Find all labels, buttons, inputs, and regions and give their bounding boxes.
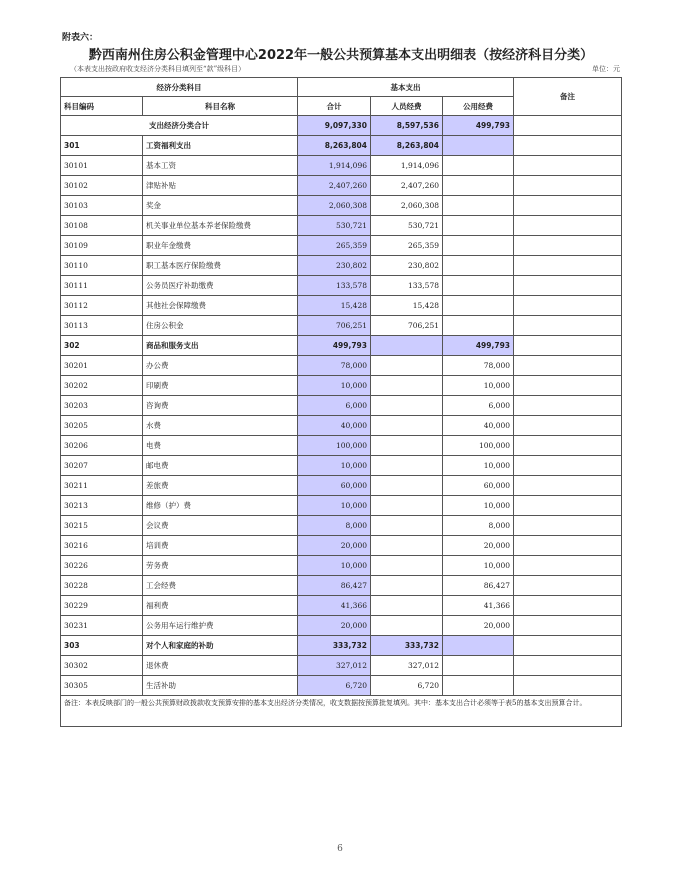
row-name: 办公费: [143, 356, 298, 376]
row-total: 2,060,308: [298, 196, 371, 216]
row-name: 差旅费: [143, 476, 298, 496]
row-code: 30226: [61, 556, 143, 576]
row-total: 133,578: [298, 276, 371, 296]
row-public: [443, 316, 514, 336]
row-personnel: [371, 516, 443, 536]
row-name: 咨询费: [143, 396, 298, 416]
row-remark: [514, 556, 622, 576]
header-remark: 备注: [514, 78, 622, 116]
row-name: 电费: [143, 436, 298, 456]
row-total: 41,366: [298, 596, 371, 616]
row-total: 86,427: [298, 576, 371, 596]
row-personnel: [371, 416, 443, 436]
row-remark: [514, 576, 622, 596]
row-remark: [514, 516, 622, 536]
header-basic-exp: 基本支出: [298, 78, 514, 97]
row-personnel: [371, 496, 443, 516]
row-personnel: 706,251: [371, 316, 443, 336]
row-code: 30305: [61, 676, 143, 696]
row-total: 100,000: [298, 436, 371, 456]
row-public: 8,000: [443, 516, 514, 536]
row-total: 1,914,096: [298, 156, 371, 176]
row-code: 30109: [61, 236, 143, 256]
page-number: 6: [337, 844, 343, 854]
table-row: [61, 236, 622, 256]
row-total: 10,000: [298, 376, 371, 396]
row-personnel: 230,802: [371, 256, 443, 276]
row-public: [443, 136, 514, 156]
row-name: 退休费: [143, 656, 298, 676]
table-row: [61, 276, 622, 296]
row-code: 30228: [61, 576, 143, 596]
row-public: 10,000: [443, 376, 514, 396]
table-subnote: （本表支出按政府收支经济分类科目填列至“款”级科目）: [70, 65, 246, 73]
header-public: 公用经费: [443, 97, 514, 116]
row-name: 生活补助: [143, 676, 298, 696]
table-row: [61, 656, 622, 676]
total-label: 支出经济分类合计: [61, 116, 298, 136]
row-total: 10,000: [298, 456, 371, 476]
row-code: 30101: [61, 156, 143, 176]
table-row: [61, 616, 622, 636]
table-row: [61, 476, 622, 496]
row-personnel: 2,060,308: [371, 196, 443, 216]
row-name: 工会经费: [143, 576, 298, 596]
row-remark: [514, 316, 622, 336]
row-public: [443, 196, 514, 216]
row-personnel: [371, 536, 443, 556]
table-row: [61, 216, 622, 236]
row-remark: [514, 176, 622, 196]
row-remark: [514, 236, 622, 256]
unit-label: 单位：元: [592, 65, 620, 73]
row-public: 499,793: [443, 336, 514, 356]
table-row: [61, 596, 622, 616]
header-name: 科目名称: [143, 97, 298, 116]
row-remark: [514, 636, 622, 656]
row-name: 其他社会保障缴费: [143, 296, 298, 316]
row-code: 302: [61, 336, 143, 356]
row-remark: [514, 416, 622, 436]
footnote: 备注：本表反映部门的一般公共预算财政拨款收支预算安排的基本支出经济分类情况，收支数据按预算批复填列。其中：基本支出合计必须等于表5的基本支出预算合计。: [61, 696, 622, 727]
row-name: 印刷费: [143, 376, 298, 396]
table-row: [61, 316, 622, 336]
row-name: 福利费: [143, 596, 298, 616]
row-name: 对个人和家庭的补助: [143, 636, 298, 656]
row-public: 10,000: [443, 496, 514, 516]
row-remark: [514, 616, 622, 636]
table-row: [61, 436, 622, 456]
row-name: 工资福利支出: [143, 136, 298, 156]
row-name: 公务用车运行维护费: [143, 616, 298, 636]
row-personnel: 265,359: [371, 236, 443, 256]
row-remark: [514, 456, 622, 476]
row-remark: [514, 336, 622, 356]
row-code: 30213: [61, 496, 143, 516]
row-name: 维修（护）费: [143, 496, 298, 516]
row-code: 30110: [61, 256, 143, 276]
row-personnel: 1,914,096: [371, 156, 443, 176]
row-total: 333,732: [298, 636, 371, 656]
row-total: 706,251: [298, 316, 371, 336]
table-row: [61, 416, 622, 436]
row-personnel: [371, 336, 443, 356]
row-total: 10,000: [298, 496, 371, 516]
row-remark: [514, 396, 622, 416]
row-remark: [514, 136, 622, 156]
row-remark: [514, 356, 622, 376]
total-amount: 9,097,330: [298, 116, 371, 136]
row-name: 职业年金缴费: [143, 236, 298, 256]
row-code: 30103: [61, 196, 143, 216]
row-remark: [514, 156, 622, 176]
table-row: [61, 536, 622, 556]
table-row: [61, 496, 622, 516]
row-name: 机关事业单位基本养老保险缴费: [143, 216, 298, 236]
row-public: 6,000: [443, 396, 514, 416]
row-code: 30202: [61, 376, 143, 396]
row-public: 40,000: [443, 416, 514, 436]
row-public: [443, 216, 514, 236]
row-total: 2,407,260: [298, 176, 371, 196]
row-personnel: [371, 476, 443, 496]
row-public: 78,000: [443, 356, 514, 376]
row-public: [443, 236, 514, 256]
table-row: [61, 256, 622, 276]
row-remark: [514, 216, 622, 236]
row-remark: [514, 196, 622, 216]
row-total: 78,000: [298, 356, 371, 376]
row-personnel: [371, 556, 443, 576]
table-row: [61, 676, 622, 696]
row-remark: [514, 596, 622, 616]
row-public: [443, 296, 514, 316]
header-code: 科目编码: [61, 97, 143, 116]
row-personnel: [371, 456, 443, 476]
category-row: [61, 336, 622, 356]
row-personnel: [371, 576, 443, 596]
row-public: 41,366: [443, 596, 514, 616]
row-code: 30205: [61, 416, 143, 436]
row-name: 会议费: [143, 516, 298, 536]
row-personnel: 6,720: [371, 676, 443, 696]
row-public: [443, 636, 514, 656]
row-remark: [514, 476, 622, 496]
row-total: 6,720: [298, 676, 371, 696]
page-title: 黔西南州住房公积金管理中心2022年一般公共预算基本支出明细表（按经济科目分类）: [88, 48, 594, 63]
row-code: 30215: [61, 516, 143, 536]
table-row: [61, 576, 622, 596]
row-code: 30207: [61, 456, 143, 476]
row-code: 30102: [61, 176, 143, 196]
row-personnel: [371, 396, 443, 416]
row-total: 8,263,804: [298, 136, 371, 156]
row-remark: [514, 496, 622, 516]
row-public: 60,000: [443, 476, 514, 496]
row-personnel: 530,721: [371, 216, 443, 236]
row-name: 基本工资: [143, 156, 298, 176]
row-code: 30216: [61, 536, 143, 556]
row-personnel: 8,263,804: [371, 136, 443, 156]
row-code: 301: [61, 136, 143, 156]
row-code: 30302: [61, 656, 143, 676]
row-name: 职工基本医疗保险缴费: [143, 256, 298, 276]
header-total: 合计: [298, 97, 371, 116]
total-row: [61, 116, 622, 136]
row-remark: [514, 376, 622, 396]
row-total: 499,793: [298, 336, 371, 356]
row-remark: [514, 276, 622, 296]
annex-label: 附表六：: [62, 33, 99, 43]
row-public: [443, 276, 514, 296]
table-row: [61, 516, 622, 536]
row-remark: [514, 656, 622, 676]
row-total: 20,000: [298, 616, 371, 636]
row-public: [443, 156, 514, 176]
table-row: [61, 156, 622, 176]
row-public: [443, 256, 514, 276]
row-name: 劳务费: [143, 556, 298, 576]
table-row: [61, 176, 622, 196]
table-row: [61, 456, 622, 476]
row-code: 30113: [61, 316, 143, 336]
table-row: [61, 356, 622, 376]
row-public: 10,000: [443, 556, 514, 576]
row-total: 530,721: [298, 216, 371, 236]
row-public: [443, 176, 514, 196]
row-code: 30111: [61, 276, 143, 296]
header-econ-class: 经济分类科目: [61, 78, 298, 97]
row-name: 邮电费: [143, 456, 298, 476]
row-personnel: 327,012: [371, 656, 443, 676]
row-remark: [514, 436, 622, 456]
row-code: 30203: [61, 396, 143, 416]
row-public: 20,000: [443, 536, 514, 556]
row-name: 水费: [143, 416, 298, 436]
row-personnel: 333,732: [371, 636, 443, 656]
row-personnel: [371, 436, 443, 456]
row-code: 30229: [61, 596, 143, 616]
row-name: 商品和服务支出: [143, 336, 298, 356]
table-row: [61, 396, 622, 416]
total-public: 499,793: [443, 116, 514, 136]
row-remark: [514, 296, 622, 316]
row-code: 30211: [61, 476, 143, 496]
row-personnel: [371, 616, 443, 636]
row-total: 15,428: [298, 296, 371, 316]
row-name: 住房公积金: [143, 316, 298, 336]
row-public: 86,427: [443, 576, 514, 596]
row-total: 40,000: [298, 416, 371, 436]
row-total: 20,000: [298, 536, 371, 556]
row-total: 6,000: [298, 396, 371, 416]
row-public: [443, 656, 514, 676]
total-remark: [514, 116, 622, 136]
row-public: [443, 676, 514, 696]
row-personnel: [371, 376, 443, 396]
row-name: 奖金: [143, 196, 298, 216]
row-name: 公务员医疗补助缴费: [143, 276, 298, 296]
row-code: 30108: [61, 216, 143, 236]
category-row: [61, 136, 622, 156]
table-row: [61, 196, 622, 216]
row-total: 265,359: [298, 236, 371, 256]
row-personnel: [371, 596, 443, 616]
row-name: 培训费: [143, 536, 298, 556]
row-name: 津贴补贴: [143, 176, 298, 196]
row-total: 230,802: [298, 256, 371, 276]
header-personnel: 人员经费: [371, 97, 443, 116]
category-row: [61, 636, 622, 656]
row-code: 30231: [61, 616, 143, 636]
row-remark: [514, 676, 622, 696]
total-personnel: 8,597,536: [371, 116, 443, 136]
row-personnel: 133,578: [371, 276, 443, 296]
row-code: 303: [61, 636, 143, 656]
table-row: [61, 556, 622, 576]
row-total: 8,000: [298, 516, 371, 536]
footnote-row: [61, 696, 622, 727]
table-row: [61, 376, 622, 396]
row-remark: [514, 536, 622, 556]
row-personnel: 15,428: [371, 296, 443, 316]
row-total: 10,000: [298, 556, 371, 576]
row-total: 327,012: [298, 656, 371, 676]
row-total: 60,000: [298, 476, 371, 496]
row-code: 30201: [61, 356, 143, 376]
row-public: 10,000: [443, 456, 514, 476]
row-personnel: [371, 356, 443, 376]
row-public: 20,000: [443, 616, 514, 636]
row-personnel: 2,407,260: [371, 176, 443, 196]
row-public: 100,000: [443, 436, 514, 456]
row-code: 30112: [61, 296, 143, 316]
budget-table: [60, 77, 622, 727]
row-remark: [514, 256, 622, 276]
row-code: 30206: [61, 436, 143, 456]
table-row: [61, 296, 622, 316]
